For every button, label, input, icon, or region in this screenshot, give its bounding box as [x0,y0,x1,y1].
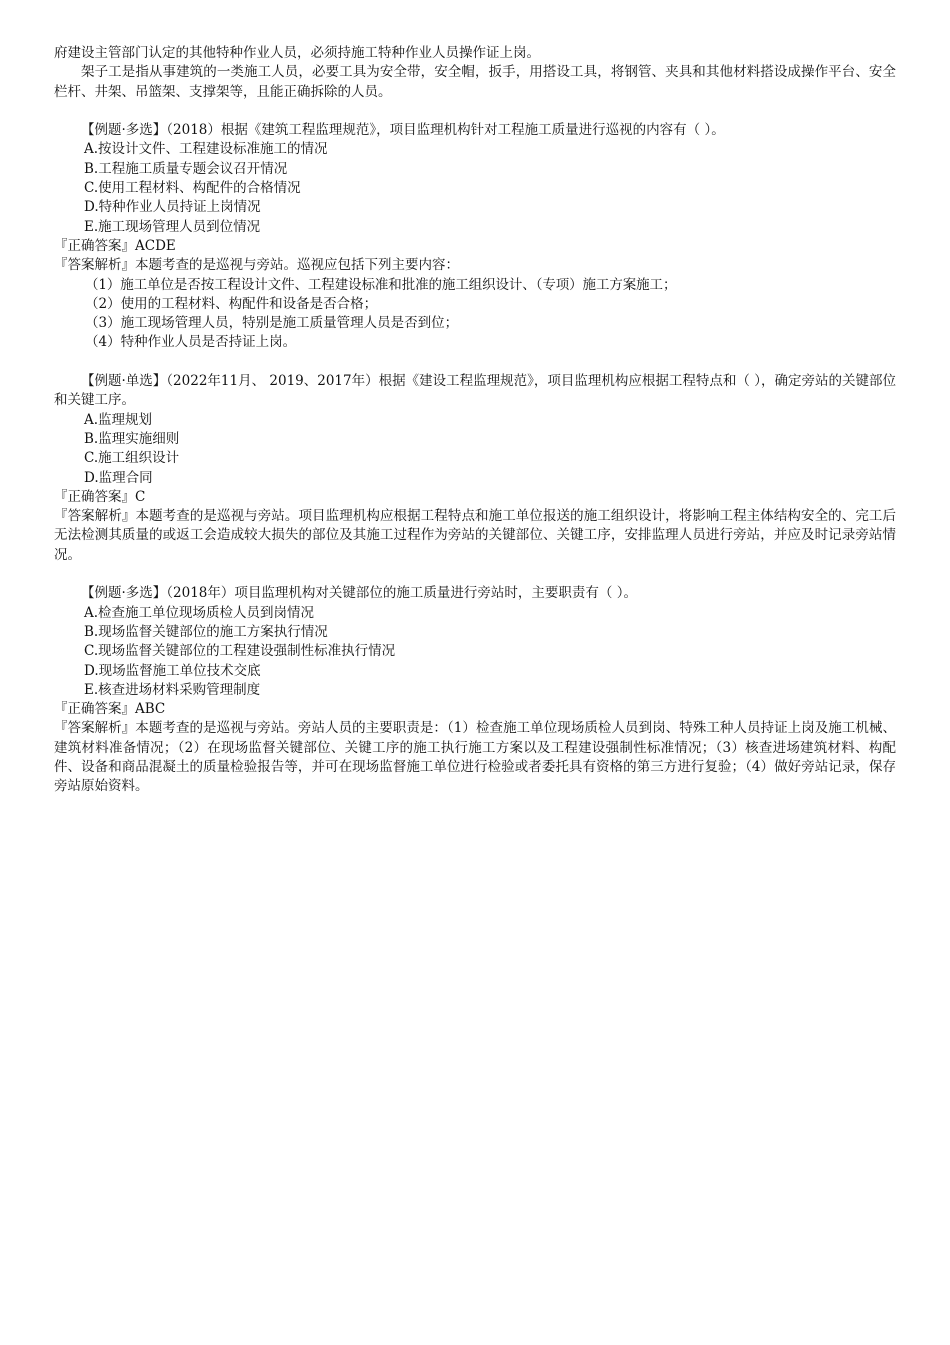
option-d: D.监理合同 [84,469,153,486]
answer-analysis: 『答案解析』本题考查的是巡视与旁站。项目监理机构应根据工程特点和施工单位报送的施工组织设计，将影响工程主体结构安全的、完工后无法检测其质量的或返工会造成较大损失的部位及其施工过程作为旁站的关键部位、关键工序，安排监理人员进行旁站，并应及时记录旁站情况。 [54,508,896,563]
analysis-point: （2）使用的工程材料、构配件和设备是否合格； [85,295,378,312]
option-c: C.使用工程材料、构配件的合格情况 [84,180,301,197]
correct-answer: 『正确答案』ABC [54,701,166,718]
option-d: D.特种作业人员持证上岗情况 [84,199,261,216]
question-3 [54,584,896,796]
option-b: B.监理实施细则 [84,430,180,447]
question-stem: 【例题·单选】（2022年11月、 2019、2017年）根据《建设工程监理规范》，项目监理机构应根据工程特点和（ ），确定旁站的关键部位和关键工序。 [54,373,896,409]
question-1 [54,121,896,353]
option-d: D.现场监督施工单位技术交底 [84,662,261,679]
document-page [54,44,896,797]
intro-paragraph: 架子工是指从事建筑的一类施工人员，必要工具为安全带，安全帽，扳手，用搭设工具，将钢管、夹具和其他材料搭设成操作平台、安全栏杆、井架、吊篮架、支撑架等，且能正确拆除的人员。 [54,64,896,100]
spacer [54,102,896,121]
option-e: E.施工现场管理人员到位情况 [84,218,261,235]
analysis-point: （3）施工现场管理人员，特别是施工质量管理人员是否到位； [85,315,459,332]
correct-answer: 『正确答案』ACDE [54,237,176,254]
analysis-point: （4）特种作业人员是否持证上岗。 [85,334,297,351]
question-stem: 【例题·多选】（2018）根据《建筑工程监理规范》，项目监理机构针对工程施工质量进行巡视的内容有（ ）。 [81,122,725,139]
option-a: A.检查施工单位现场质检人员到岗情况 [84,604,315,621]
analysis-point: （1）施工单位是否按工程设计文件、工程建设标准和批准的施工组织设计、（专项）施工方案施工； [85,276,677,293]
answer-analysis: 『答案解析』本题考查的是巡视与旁站。旁站人员的主要职责是：（1）检查施工单位现场质检人员到岗、特殊工种人员持证上岗及施工机械、建筑材料准备情况；（2）在现场监督关键部位、关键工序的施工执行施工方案以及工程建设强制性标准情况；（3）核查进场建筑材料、构配件、设备和商品混凝土的质量检验报告等，并可在现场监督施工单位进行检验或者委托具有资格的第三方进行复验；（4）做好旁站记录，保存旁站原始资料。 [54,720,896,795]
option-a: A.监理规划 [84,411,153,428]
option-e: E.核查进场材料采购管理制度 [84,681,261,698]
intro-line: 府建设主管部门认定的其他特种作业人员，必须持施工特种作业人员操作证上岗。 [54,45,540,61]
question-stem: 【例题·多选】（2018年）项目监理机构对关键部位的施工质量进行旁站时，主要职责有（ ）。 [81,585,637,602]
option-b: B.现场监督关键部位的施工方案执行情况 [84,623,328,640]
option-c: C.现场监督关键部位的工程建设强制性标准执行情况 [84,643,396,660]
question-2 [54,372,896,565]
answer-analysis: 『答案解析』本题考查的是巡视与旁站。巡视应包括下列主要内容： [54,257,459,274]
option-a: A.按设计文件、工程建设标准施工的情况 [84,141,328,158]
correct-answer: 『正确答案』C [54,488,146,505]
spacer [54,353,896,372]
option-c: C.施工组织设计 [84,450,180,467]
spacer [54,565,896,584]
option-b: B.工程施工质量专题会议召开情况 [84,160,288,177]
